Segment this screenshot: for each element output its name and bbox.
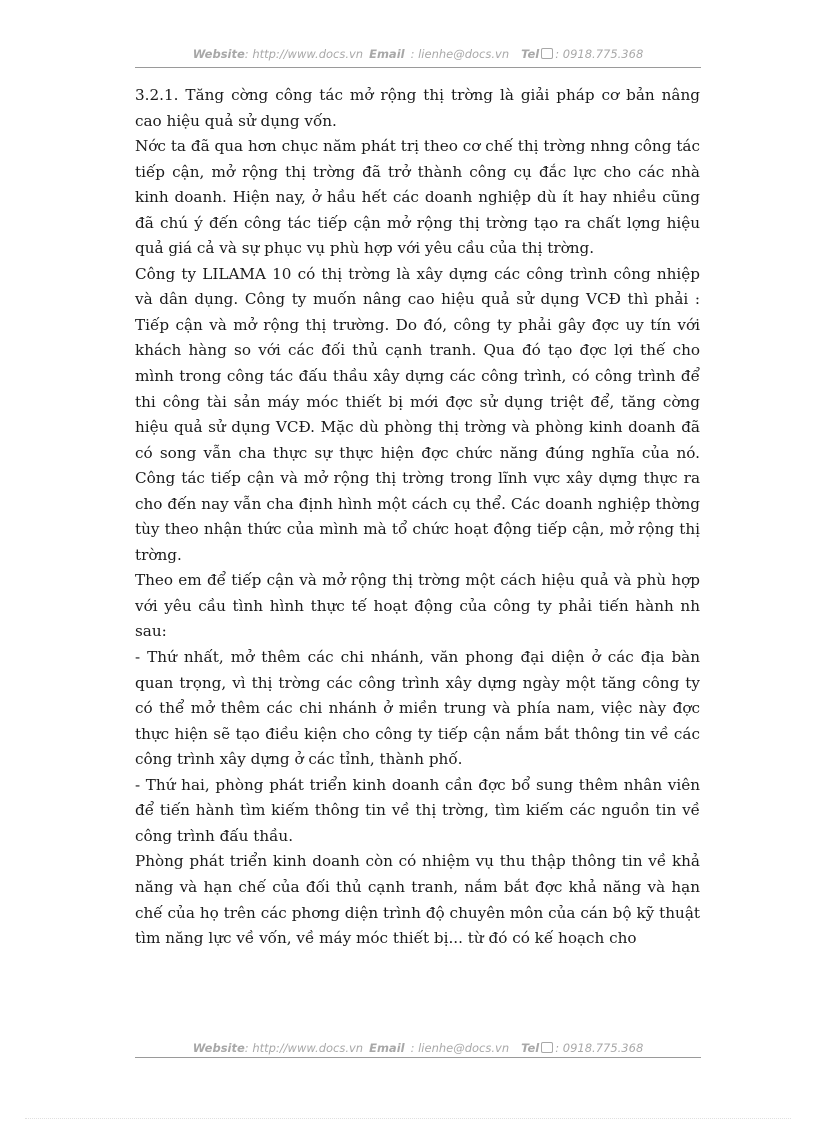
phone-icon <box>541 48 553 59</box>
footer-website-label: Website <box>192 1041 245 1055</box>
paragraph: Theo em để tiếp cận và mở rộng thị trờng một cách hiệu quả và phù hợp với yêu cầu tình hình thực tế hoạt động của công ty phải tiến hành nh sau: <box>135 571 700 641</box>
footer-email-label: Email <box>369 1041 405 1055</box>
paragraph: - Thứ nhất, mở thêm các chi nhánh, văn phong đại diện ở các địa bàn quan trọng, vì thị trờng các công trình xây dựng ngày một tăng công ty có thể mở thêm các chi nhánh ở miền trung và phía nam, việc này đợc thực hiện sẽ tạo điều kiện cho công ty tiếp cận nắm bắt thông tin về các công trình xây dựng ở các tỉnh, thành phố. <box>135 648 700 769</box>
header-email-label: Email <box>369 47 405 61</box>
header-rule <box>135 67 701 68</box>
page-header <box>135 47 701 61</box>
footer-tel-value: : 0918.775.368 <box>555 1041 644 1055</box>
paragraph: - Thứ hai, phòng phát triển kinh doanh cần đợc bổ sung thêm nhân viên để tiến hành tìm kiếm thông tin về thị trờng, tìm kiếm các nguồn tin về công trình đấu thầu. <box>135 775 700 845</box>
footer-rule <box>135 1057 701 1058</box>
header-tel-value: : 0918.775.368 <box>555 47 644 61</box>
paragraph: Công ty LILAMA 10 có thị trờng là xây dựng các công trình công nhiệp và dân dụng. Công ty muốn nâng cao hiệu quả sử dụng VCĐ thì phải : Tiếp cận và mở rộng thị trường. Do đó, công ty phải gây đợc uy tín với khách hàng so với các đối thủ cạnh tranh. Qua đó tạo đợc lợi thế cho mình trong công tác đấu thầu xây dựng các công trình, có công trình để thi công tài sản máy móc thiết bị mới đợc sử dụng triệt để, tăng cờng hiệu quả sử dụng VCĐ. Mặc dù phòng thị trờng và phòng kinh doanh đã có song vẫn cha thực sự thực hiện đợc chức năng đúng nghĩa của nó. Công tác tiếp cận và mở rộng thị trờng trong lĩnh vực xây dựng thực ra cho đến nay vẫn cha định hình một cách cụ thể. Các doanh nghiệp thờng tùy theo nhận thức của mình mà tổ chức hoạt động tiếp cận, mở rộng thị trờng. <box>135 264 700 564</box>
header-website-label: Website <box>192 47 245 61</box>
paragraph: Phòng phát triển kinh doanh còn có nhiệm vụ thu thập thông tin về khả năng và hạn chế của đối thủ cạnh tranh, nắm bắt đợc khả năng và hạn chế của họ trên các phơng diện trình độ chuyên môn của cán bộ kỹ thuật tìm năng lực về vốn, về máy móc thiết bị... từ đó có kế hoạch cho <box>135 852 700 948</box>
header-email-value: : lienhe@docs.vn <box>410 47 510 61</box>
header-tel-label: Tel <box>521 47 540 61</box>
paragraph: Nớc ta đã qua hơn chục năm phát trị theo cơ chế thị trờng nhng công tác tiếp cận, mở rộng thị trờng đã trở thành công cụ đắc lực cho các nhà kinh doanh. Hiện nay, ở hầu hết các doanh nghiệp dù ít hay nhiều cũng đã chú ý đến công tác tiếp cận mở rộng thị trờng tạo ra chất lợng hiệu quả giá cả và sự phục vụ phù hợp với yêu cầu của thị trờng. <box>135 137 700 258</box>
paragraph: 3.2.1. Tăng cờng công tác mở rộng thị trờng là giải pháp cơ bản nâng cao hiệu quả sử dụng vốn. <box>135 86 700 130</box>
document-body <box>135 83 700 952</box>
header-website-value: : http://www.docs.vn <box>244 47 364 61</box>
footer-website-value: : http://www.docs.vn <box>244 1041 364 1055</box>
page-edge-divider <box>25 1118 791 1119</box>
footer-tel-label: Tel <box>521 1041 540 1055</box>
phone-icon <box>541 1042 553 1053</box>
page-footer <box>135 1041 701 1055</box>
footer-email-value: : lienhe@docs.vn <box>410 1041 510 1055</box>
